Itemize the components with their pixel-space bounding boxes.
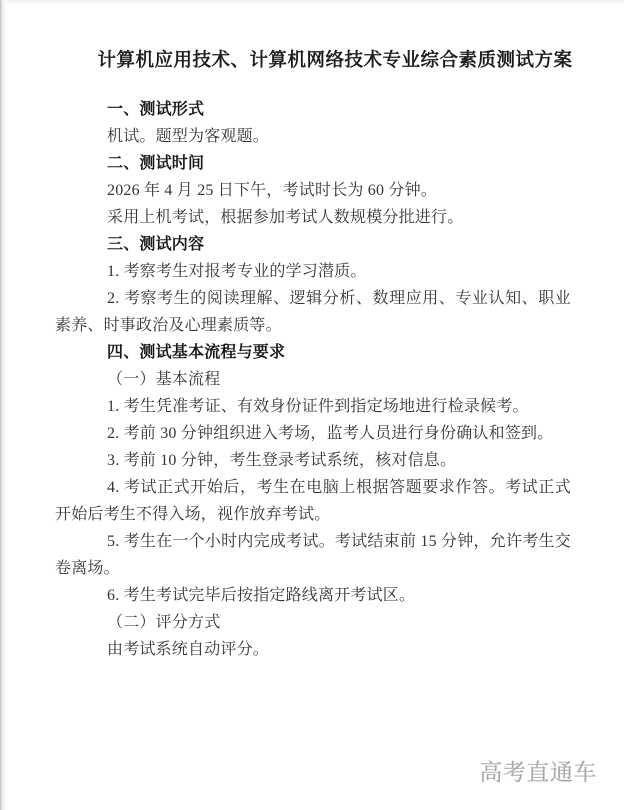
- para-process-step-1: 1. 考生凭准考证、有效身份证件到指定场地进行检录候考。: [107, 398, 529, 415]
- para-scoring-method: 由考试系统自动评分。: [107, 641, 270, 658]
- document-body: [55, 96, 571, 663]
- document-title: 计算机应用技术、计算机网络技术专业综合素质测试方案: [97, 49, 573, 70]
- scan-edge-top: [0, 0, 624, 4]
- heading-test-content: 三、测试内容: [107, 236, 205, 253]
- heading-test-format: 一、测试形式: [107, 101, 205, 118]
- para-test-time-mode: 采用上机考试，根据参加考试人数规模分批进行。: [107, 209, 464, 226]
- para-process-step-4: 4. 考试正式开始后，考生在电脑上根据答题要求作答。考试正式开始后考生不得入场，视作放弃考试。: [55, 479, 571, 523]
- para-test-time-date: 2026 年 4 月 25 日下午，考试时长为 60 分钟。: [107, 182, 438, 199]
- para-process-step-2: 2. 考前 30 分钟组织进入考场，监考人员进行身份确认和签到。: [107, 425, 554, 442]
- heading-process-requirements: 四、测试基本流程与要求: [107, 344, 286, 361]
- subheading-scoring-method: （二）评分方式: [107, 614, 221, 631]
- para-process-step-6: 6. 考生考试完毕后按指定路线离开考试区。: [107, 587, 416, 604]
- para-content-item-2: 2. 考察考生的阅读理解、逻辑分析、数理应用、专业认知、职业素养、时事政治及心理素质等。: [55, 290, 571, 334]
- para-test-format: 机试。题型为客观题。: [107, 128, 270, 145]
- para-process-step-5: 5. 考生在一个小时内完成考试。考试结束前 15 分钟，允许考生交卷离场。: [55, 533, 571, 577]
- subheading-basic-process: （一）基本流程: [107, 371, 221, 388]
- scan-edge-left: [0, 0, 7, 810]
- para-content-item-1: 1. 考察考生对报考专业的学习潜质。: [107, 263, 367, 280]
- para-process-step-3: 3. 考前 10 分钟，考生登录考试系统，核对信息。: [107, 452, 457, 469]
- watermark-gaokao-zhitongche: 高考直通车: [479, 759, 597, 785]
- heading-test-time: 二、测试时间: [107, 155, 205, 172]
